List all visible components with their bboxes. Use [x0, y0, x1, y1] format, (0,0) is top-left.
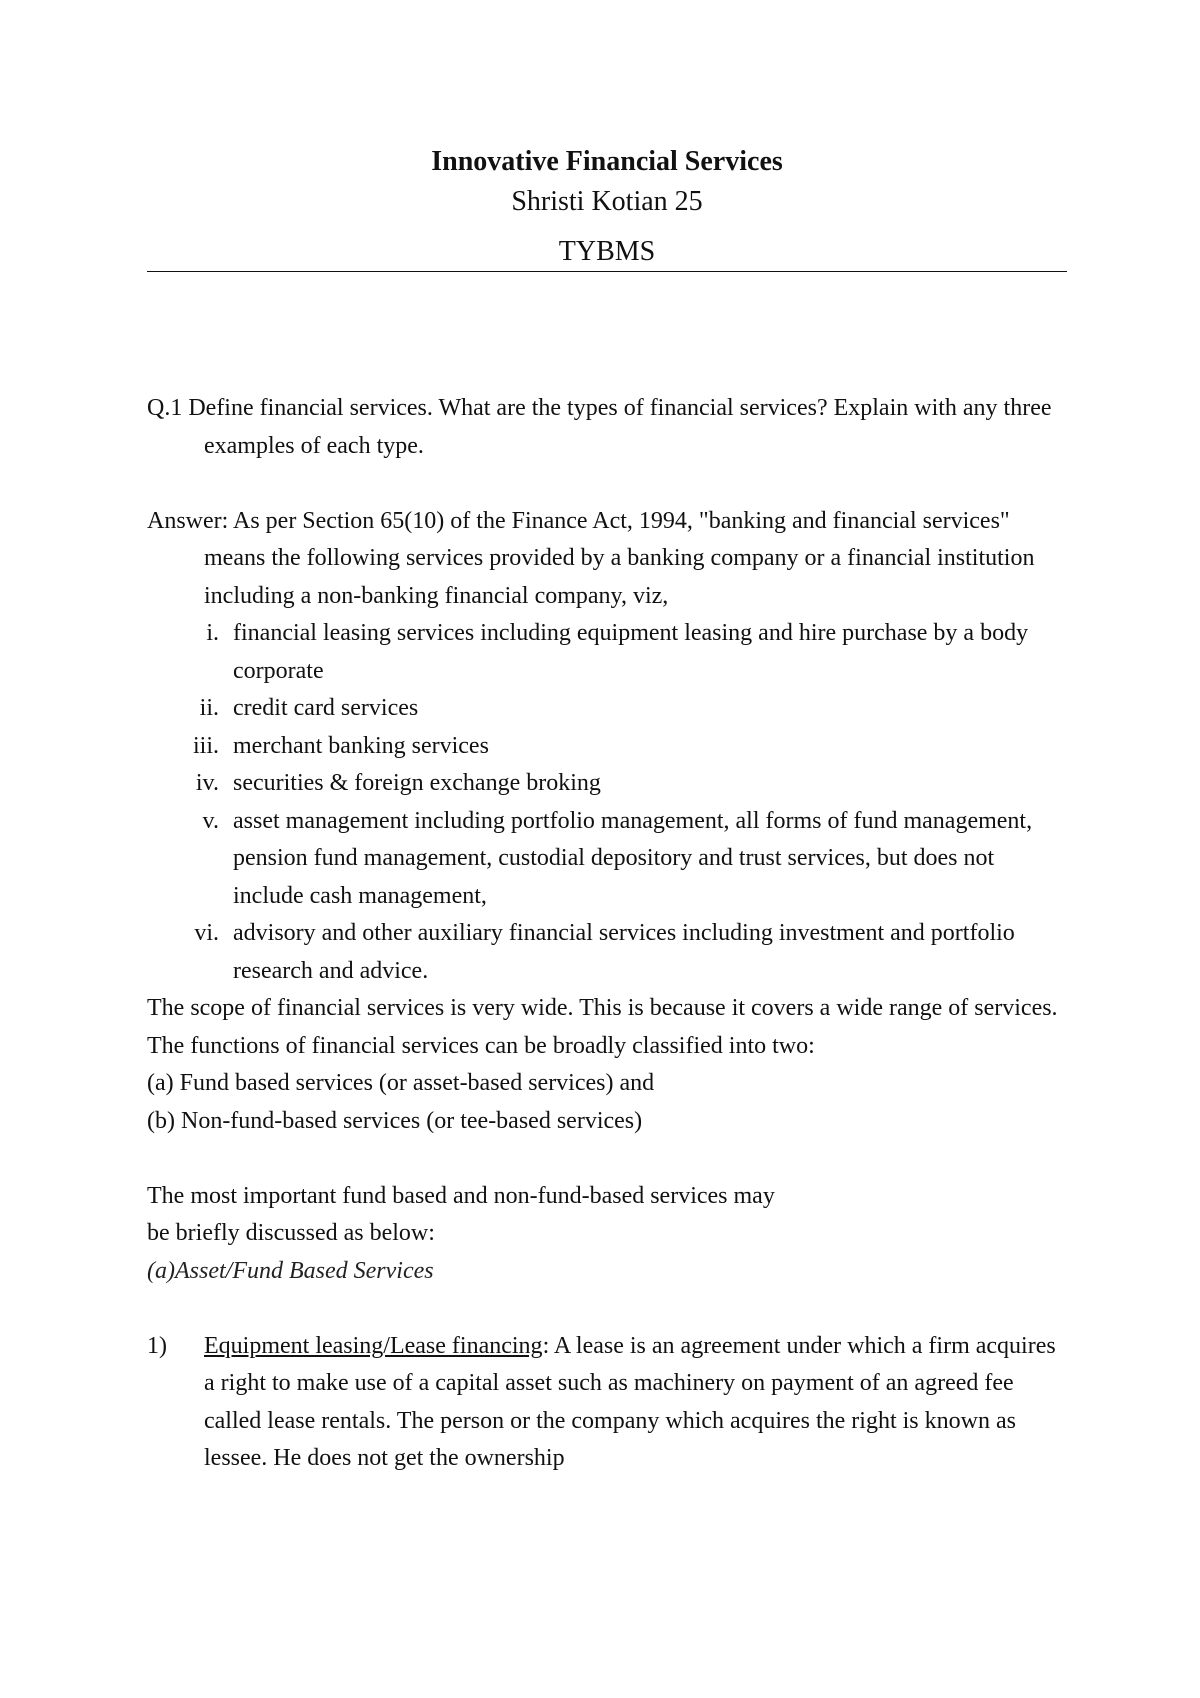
list-item — [147, 765, 1067, 803]
list-item-number: v. — [202, 807, 219, 834]
list-item-text: asset management including portfolio management, all forms of fund management, pension fund management, custodial depository and trust services, but does not include cash management, — [233, 807, 1033, 909]
point-term: Equipment leasing/Lease financing — [204, 1332, 543, 1359]
list-item — [147, 728, 1067, 766]
list-item — [147, 690, 1067, 728]
spacer — [147, 465, 1067, 503]
list-item — [147, 915, 1067, 990]
document-header — [147, 142, 1067, 272]
header-rule — [147, 271, 1067, 272]
list-item-text: advisory and other auxiliary financial services including investment and portfolio research and advice. — [233, 920, 1015, 984]
list-item-number: vi. — [194, 920, 219, 946]
list-item-number: iv. — [195, 770, 219, 796]
numbered-point — [147, 1328, 1067, 1478]
spacer — [147, 1290, 1067, 1328]
section-heading: (a)Asset/Fund Based Services — [147, 1257, 434, 1284]
scope-paragraph: The scope of financial services is very wide. This is because it covers a wide range of services. — [147, 995, 1058, 1021]
list-item-number: iii. — [192, 732, 219, 759]
discuss-line: be briefly discussed as below: — [147, 1220, 435, 1246]
list-item — [147, 615, 1067, 690]
document-body — [147, 390, 1067, 1478]
author-line: Shristi Kotian 25 — [511, 186, 703, 217]
list-item-text: financial leasing services including equipment leasing and hire purchase by a body corporate — [233, 620, 1029, 684]
list-item-text: credit card services — [233, 695, 419, 721]
list-item-number: ii. — [199, 695, 219, 721]
point-number: 1) — [147, 1332, 167, 1359]
non-fund-based-line: (b) Non-fund-based services (or tee-based services) — [147, 1107, 643, 1134]
fund-based-line: (a) Fund based services (or asset-based services) and — [147, 1070, 655, 1096]
list-item — [147, 803, 1067, 916]
list-item-text: merchant banking services — [233, 732, 489, 759]
document-title: Innovative Financial Services — [431, 146, 783, 177]
list-item-text: securities & foreign exchange broking — [233, 770, 601, 796]
list-item-number: i. — [206, 620, 219, 646]
discuss-line: The most important fund based and non-fund-based services may — [147, 1182, 775, 1209]
functions-line: The functions of financial services can be broadly classified into two: — [147, 1032, 815, 1059]
question-text: Q.1 Define financial services. What are the types of financial services? Explain with any three examples of each type. — [147, 395, 1052, 459]
point-description: : A lease is an agreement under which a firm acquires a right to make use of a capital asset such as machinery on payment of an agreed fee called lease rentals. The person or the company which acquires the right is known as lessee. He does not get the ownership — [204, 1332, 1056, 1471]
class-line: TYBMS — [558, 236, 656, 267]
answer-intro: Answer: As per Section 65(10) of the Finance Act, 1994, "banking and financial services" means the following services provided by a banking company or a financial institution including a non-banking financial company, viz, — [147, 507, 1035, 609]
spacer — [147, 1140, 1067, 1178]
point-text — [204, 1328, 1067, 1478]
